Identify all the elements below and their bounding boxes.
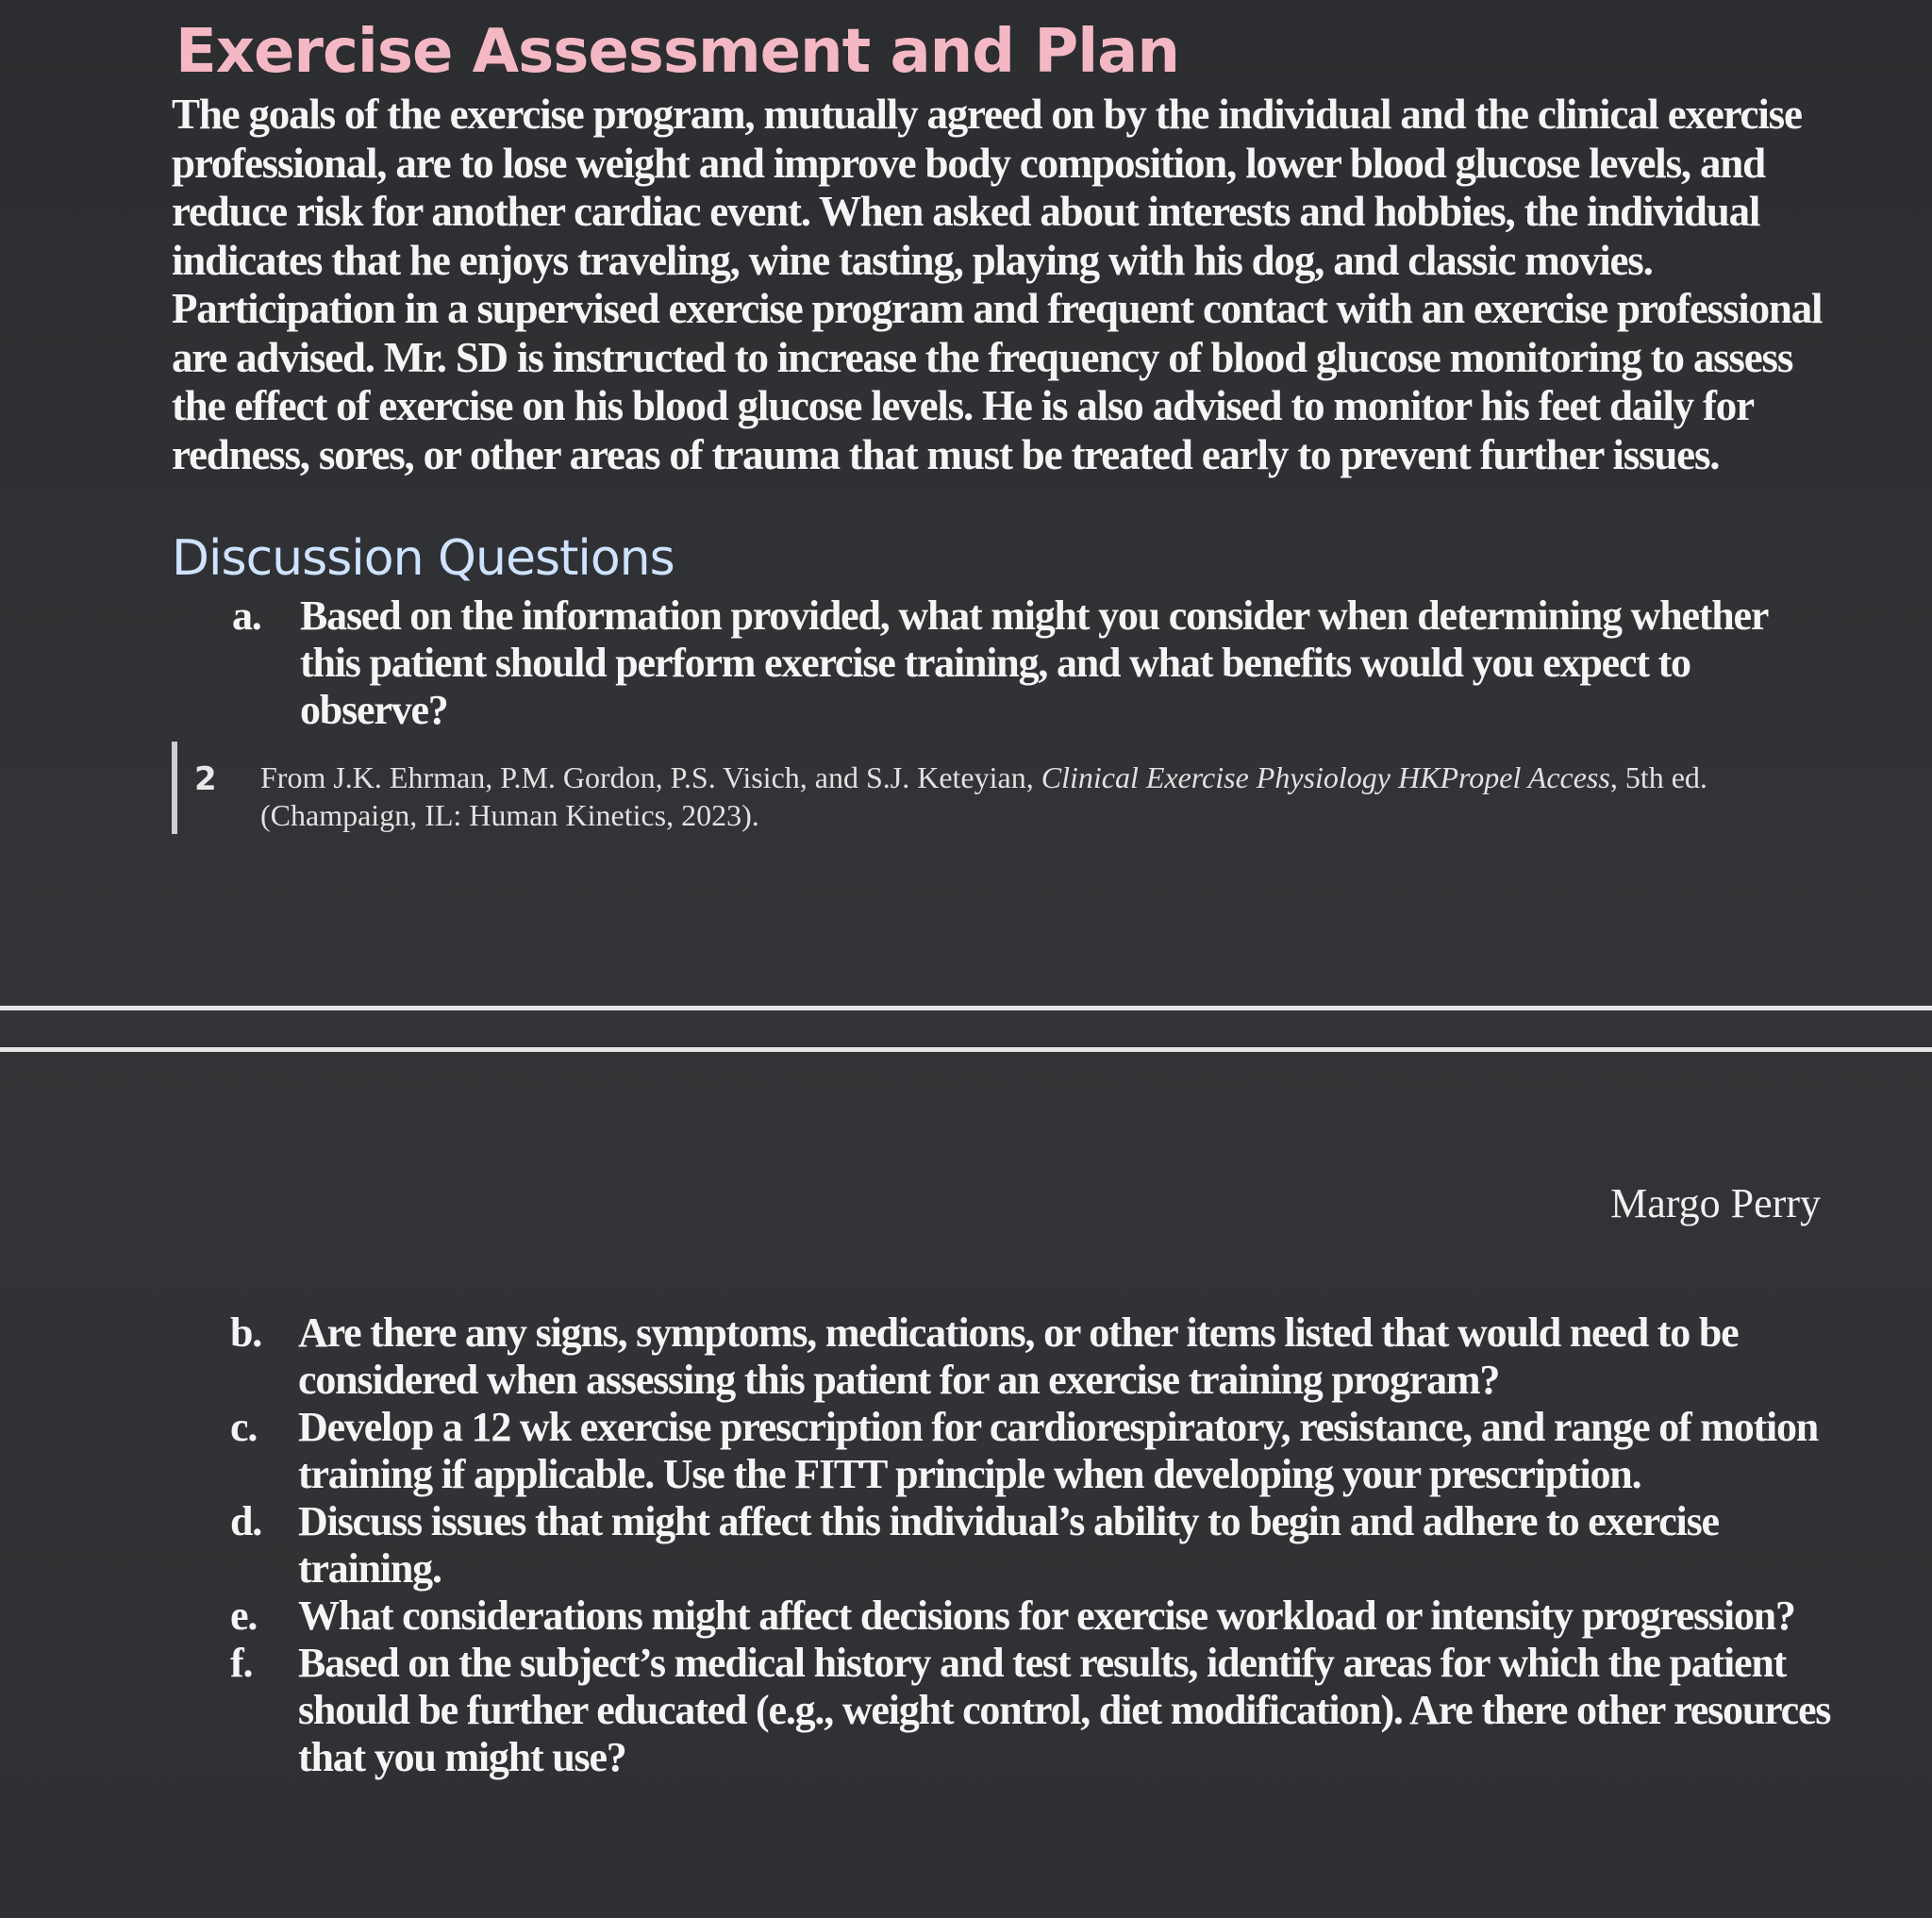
page-title: Exercise Assessment and Plan bbox=[175, 17, 1179, 87]
footnote-number: 2 bbox=[194, 760, 217, 798]
page-divider-top bbox=[0, 1006, 1932, 1010]
question-text: Discuss issues that might affect this individual’s ability to begin and adhere to exercise training. bbox=[298, 1498, 1719, 1592]
question-item-e bbox=[230, 1593, 1834, 1640]
footnote-citation bbox=[260, 759, 1826, 834]
question-letter: d. bbox=[230, 1498, 262, 1544]
footnote-text-before: From J.K. Ehrman, P.M. Gordon, P.S. Visich, and S.J. Keteyian, bbox=[260, 760, 1041, 794]
question-text: What considerations might affect decisions for exercise workload or intensity progression? bbox=[298, 1593, 1795, 1639]
question-letter: c. bbox=[230, 1404, 258, 1450]
question-letter: b. bbox=[230, 1309, 262, 1356]
footnote-bar bbox=[172, 742, 177, 834]
author-name: Margo Perry bbox=[1610, 1180, 1821, 1226]
question-text: Are there any signs, symptoms, medications, or other items listed that would need to be considered when assessing this patient for an exercise training program? bbox=[298, 1309, 1739, 1403]
section-title-discussion: Discussion Questions bbox=[172, 530, 675, 587]
question-item-f bbox=[230, 1640, 1834, 1781]
question-list-bottom bbox=[230, 1309, 1834, 1781]
question-item-b bbox=[230, 1309, 1834, 1404]
question-letter: a. bbox=[232, 592, 261, 639]
question-text: Develop a 12 wk exercise prescription for cardiorespiratory, resistance, and range of motion training if applicable. Use the FITT principle when developing your prescription. bbox=[298, 1404, 1819, 1497]
page-divider-bottom bbox=[0, 1047, 1932, 1052]
question-text: Based on the information provided, what might you consider when determining whether this patient should perform exercise training, and what benefits would you expect to observe? bbox=[300, 592, 1768, 733]
question-text: Based on the subject’s medical history and test results, identify areas for which the patient should be further educated (e.g., weight control, diet modification). Are there other resources that you might use? bbox=[298, 1640, 1831, 1780]
question-item-c bbox=[230, 1404, 1834, 1498]
question-letter: f. bbox=[230, 1640, 253, 1686]
question-letter: e. bbox=[230, 1593, 258, 1639]
question-item-d bbox=[230, 1498, 1834, 1593]
question-list-top bbox=[232, 592, 1817, 734]
footnote-text-after: , 5th ed. (Champaign, IL: Human Kinetics, 2023). bbox=[260, 760, 1707, 832]
plan-paragraph: The goals of the exercise program, mutually agreed on by the individual and the clinical exercise professional, are to lose weight and improve body composition, lower blood glucose levels, and reduce risk for another cardiac event. When asked about interests and hobbies, the individual indicates that he enjoys traveling, wine tasting, playing with his dog, and classic movies. Participation in a supervised exercise program and frequent contact with an exercise professional are advised. Mr. SD is instructed to increase the frequency of blood glucose monitoring to assess the effect of exercise on his blood glucose levels. He is also advised to monitor his feet daily for redness, sores, or other areas of trauma that must be treated early to prevent further issues. bbox=[172, 91, 1823, 478]
footnote-book-title: Clinical Exercise Physiology HKPropel Access bbox=[1041, 760, 1610, 794]
question-item-a bbox=[232, 592, 1817, 734]
